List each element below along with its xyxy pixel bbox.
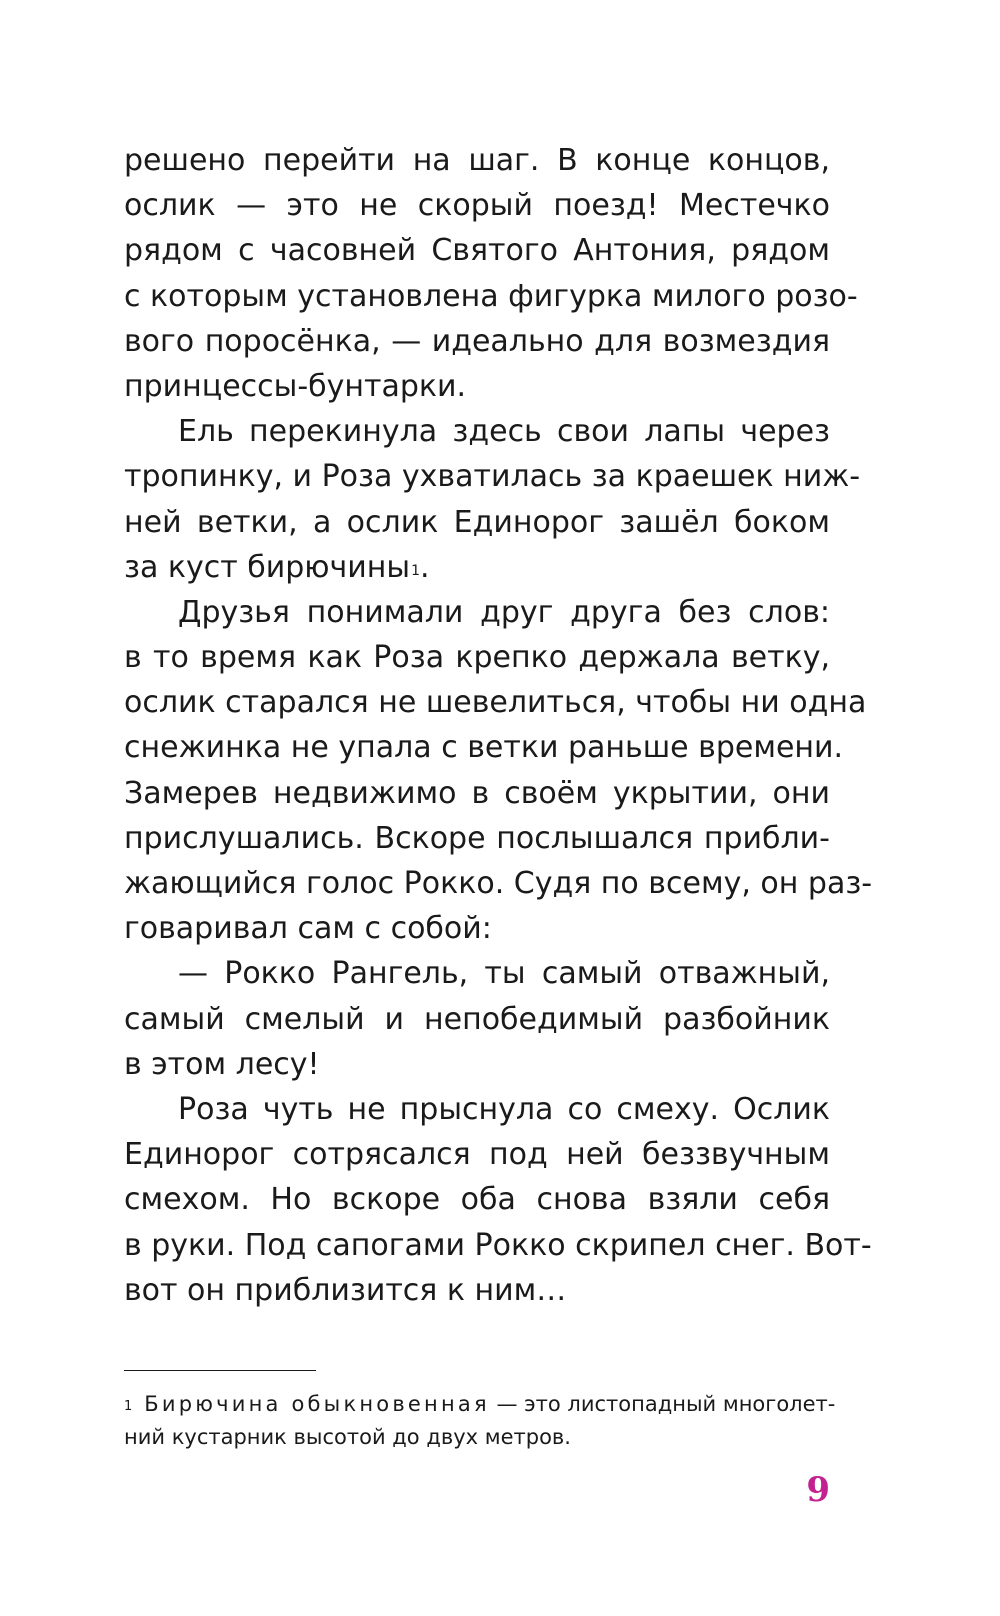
footnote-line: [124, 1388, 836, 1421]
footnote-divider: [124, 1370, 316, 1371]
text-line: Единорог сотрясался под ней беззвучным: [124, 1137, 830, 1173]
text-line: решено перейти на шаг. В конце концов,: [124, 143, 830, 178]
text-line: в то время как Роза крепко держала ветку,: [124, 640, 830, 676]
text-line-with-footnote: [124, 545, 830, 590]
text-line: смехом. Но вскоре оба снова взяли себя: [124, 1182, 830, 1218]
text-line: в этом лесу!: [124, 1046, 320, 1082]
text-fragment: за куст бирючины: [124, 549, 411, 585]
text-line: Друзья понимали друг друга без слов:: [178, 594, 830, 630]
text-line: ослик — это не скорый поезд! Местечко: [124, 188, 830, 224]
footnote-mark: 1: [124, 1399, 133, 1414]
footnote-line: ний кустарник высотой до двух метров.: [124, 1425, 571, 1449]
text-line: рядом с часовней Святого Антония, рядом: [124, 233, 830, 269]
footnote-reference[interactable]: 1: [411, 562, 420, 579]
text-line: самый смелый и непобедимый разбойник: [124, 1001, 830, 1037]
footnote-definition: — это листопадный многолет-: [489, 1392, 836, 1416]
text-line: вого поросёнка, — идеально для возмездия: [124, 323, 830, 359]
footnote: [124, 1388, 836, 1454]
text-line: прислушались. Вскоре послышался прибли-: [124, 820, 830, 856]
text-line: снежинка не упала с ветки раньше времени.: [124, 730, 844, 766]
footnote-term: Бирючина обыкновенная: [144, 1392, 490, 1416]
text-line: вот он приблизится к ним…: [124, 1272, 567, 1308]
body-text: [124, 138, 873, 1313]
text-line: с которым установлена фигурка милого розо-: [124, 278, 858, 314]
text-line: жающийся голос Рокко. Судя по всему, он раз-: [124, 866, 873, 901]
text-line: — Рокко Рангель, ты самый отважный,: [178, 956, 830, 992]
text-line: Роза чуть не прыснула со смеху. Ослик: [178, 1091, 830, 1127]
text-line: ослик старался не шевелиться, чтобы ни одна: [124, 685, 867, 721]
text-line: Ель перекинула здесь свои лапы через: [178, 414, 830, 450]
text-line: ней ветки, а ослик Единорог зашёл боком: [124, 504, 830, 540]
text-line: говаривал сам с собой:: [124, 911, 492, 947]
text-line: Замерев недвижимо в своём укрытии, они: [124, 775, 830, 811]
text-fragment: .: [420, 549, 430, 585]
page-number: 9: [806, 1470, 830, 1510]
text-line: тропинку, и Роза ухватилась за краешек ниж-: [124, 459, 861, 495]
text-line: принцессы-бунтарки.: [124, 368, 467, 404]
text-line: в руки. Под сапогами Рокко скрипел снег. Вот-: [124, 1227, 872, 1263]
